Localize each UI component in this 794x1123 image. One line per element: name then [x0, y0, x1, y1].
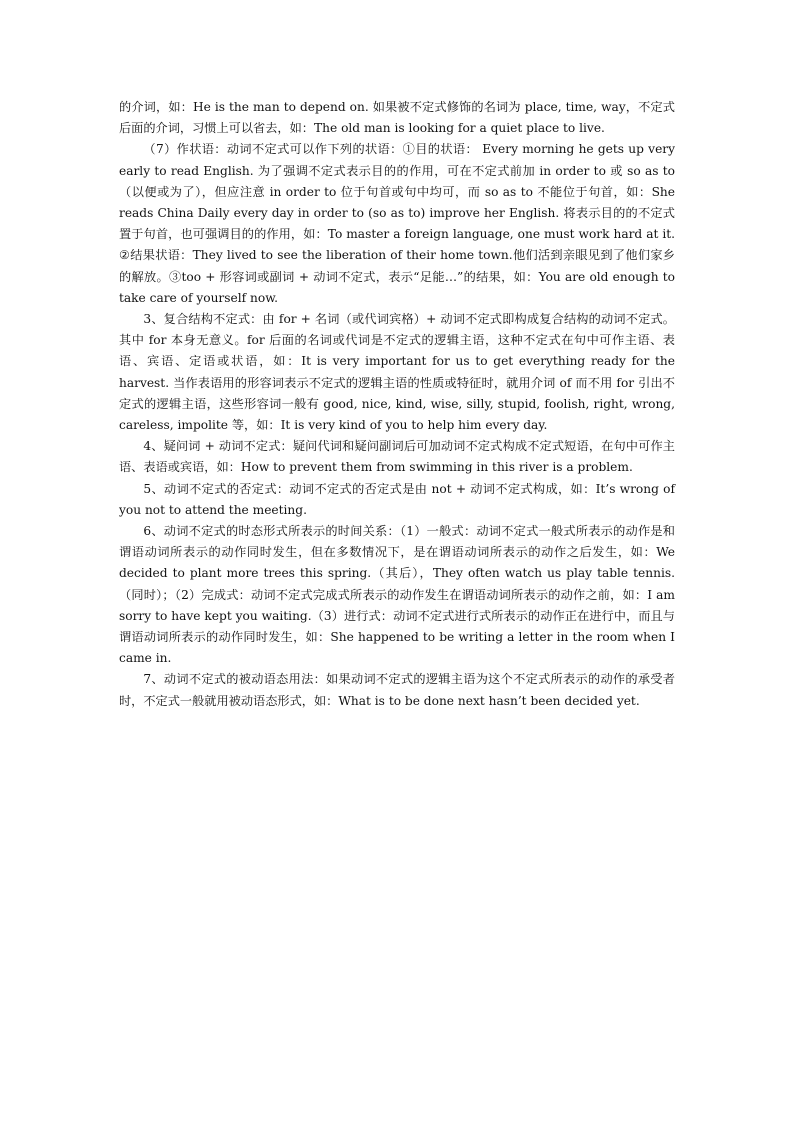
document-page	[119, 97, 675, 712]
paragraph-passive-infinitive: 7、动词不定式的被动语态用法：如果动词不定式的逻辑主语为这个不定式所表示的动作的承受者时，不定式一般就用被动语态形式，如：What is to be done next hasn’t been decided yet.	[119, 672, 675, 708]
paragraph-question-word-infinitive: 4、疑问词 + 动词不定式：疑问代词和疑问副词后可加动词不定式构成不定式短语，在句中可作主语、表语或宾语，如：How to prevent them from swimming in this river is a problem.	[119, 439, 675, 475]
paragraph-adverbial-usage: （7）作状语：动词不定式可以作下列的状语：①目的状语： Every morning he gets up very early to read English. 为了强调不定式表示目的的作用，可在不定式前加 in order to 或 so as to（以便或为了），但应注意 in order to 位于句首或句中均可，而 so as to 不能位于句首，如：She reads China Daily every day in order to (so as to) improve her English. 将表示目的的不定式置于句首，也可强调目的的作用，如：To master a foreign language, one must work hard at it. ②结果状语：They lived to see the liberation of their home town.他们活到亲眼见到了他们家乡的解放。③too + 形容词或副词 + 动词不定式，表示“足能…”的结果，如：You are old enough to take care of yourself now.	[119, 142, 675, 305]
paragraph-compound-infinitive: 3、复合结构不定式：由 for + 名词（或代词宾格）+ 动词不定式即构成复合结构的动词不定式。其中 for 本身无意义。for 后面的名词或代词是不定式的逻辑主语，这种不定式在句中可作主语、表语、宾语、定语或状语，如：It is very important for us to get everything ready for the harvest. 当作表语用的形容词表示不定式的逻辑主语的性质或特征时，就用介词 of 而不用 for 引出不定式的逻辑主语，这些形容词一般有 good, nice, kind, wise, silly, stupid, foolish, right, wrong, careless, impolite 等，如：It is very kind of you to help him every day.	[119, 312, 675, 433]
paragraph-tense-relations: 6、动词不定式的时态形式所表示的时间关系：（1）一般式：动词不定式一般式所表示的动作是和谓语动词所表示的动作同时发生，但在多数情况下，是在谓语动词所表示的动作之后发生，如：We decided to plant more trees this spring.（其后），They often watch us play table tennis.（同时）；（2）完成式：动词不定式完成式所表示的动作发生在谓语动词所表示的动作之前，如：I am sorry to have kept you waiting.（3）进行式：动词不定式进行式所表示的动作正在进行中，而且与谓语动词所表示的动作同时发生，如：She happened to be writing a letter in the room when I came in.	[119, 524, 675, 666]
paragraph-negative-infinitive: 5、动词不定式的否定式：动词不定式的否定式是由 not + 动词不定式构成，如：It’s wrong of you not to attend the meeting.	[119, 481, 675, 517]
paragraph-prepositional-continuation: 的介词，如：He is the man to depend on. 如果被不定式修饰的名词为 place, time, way，不定式后面的介词，习惯上可以省去，如：The old man is looking for a quiet place to live.	[119, 100, 675, 136]
